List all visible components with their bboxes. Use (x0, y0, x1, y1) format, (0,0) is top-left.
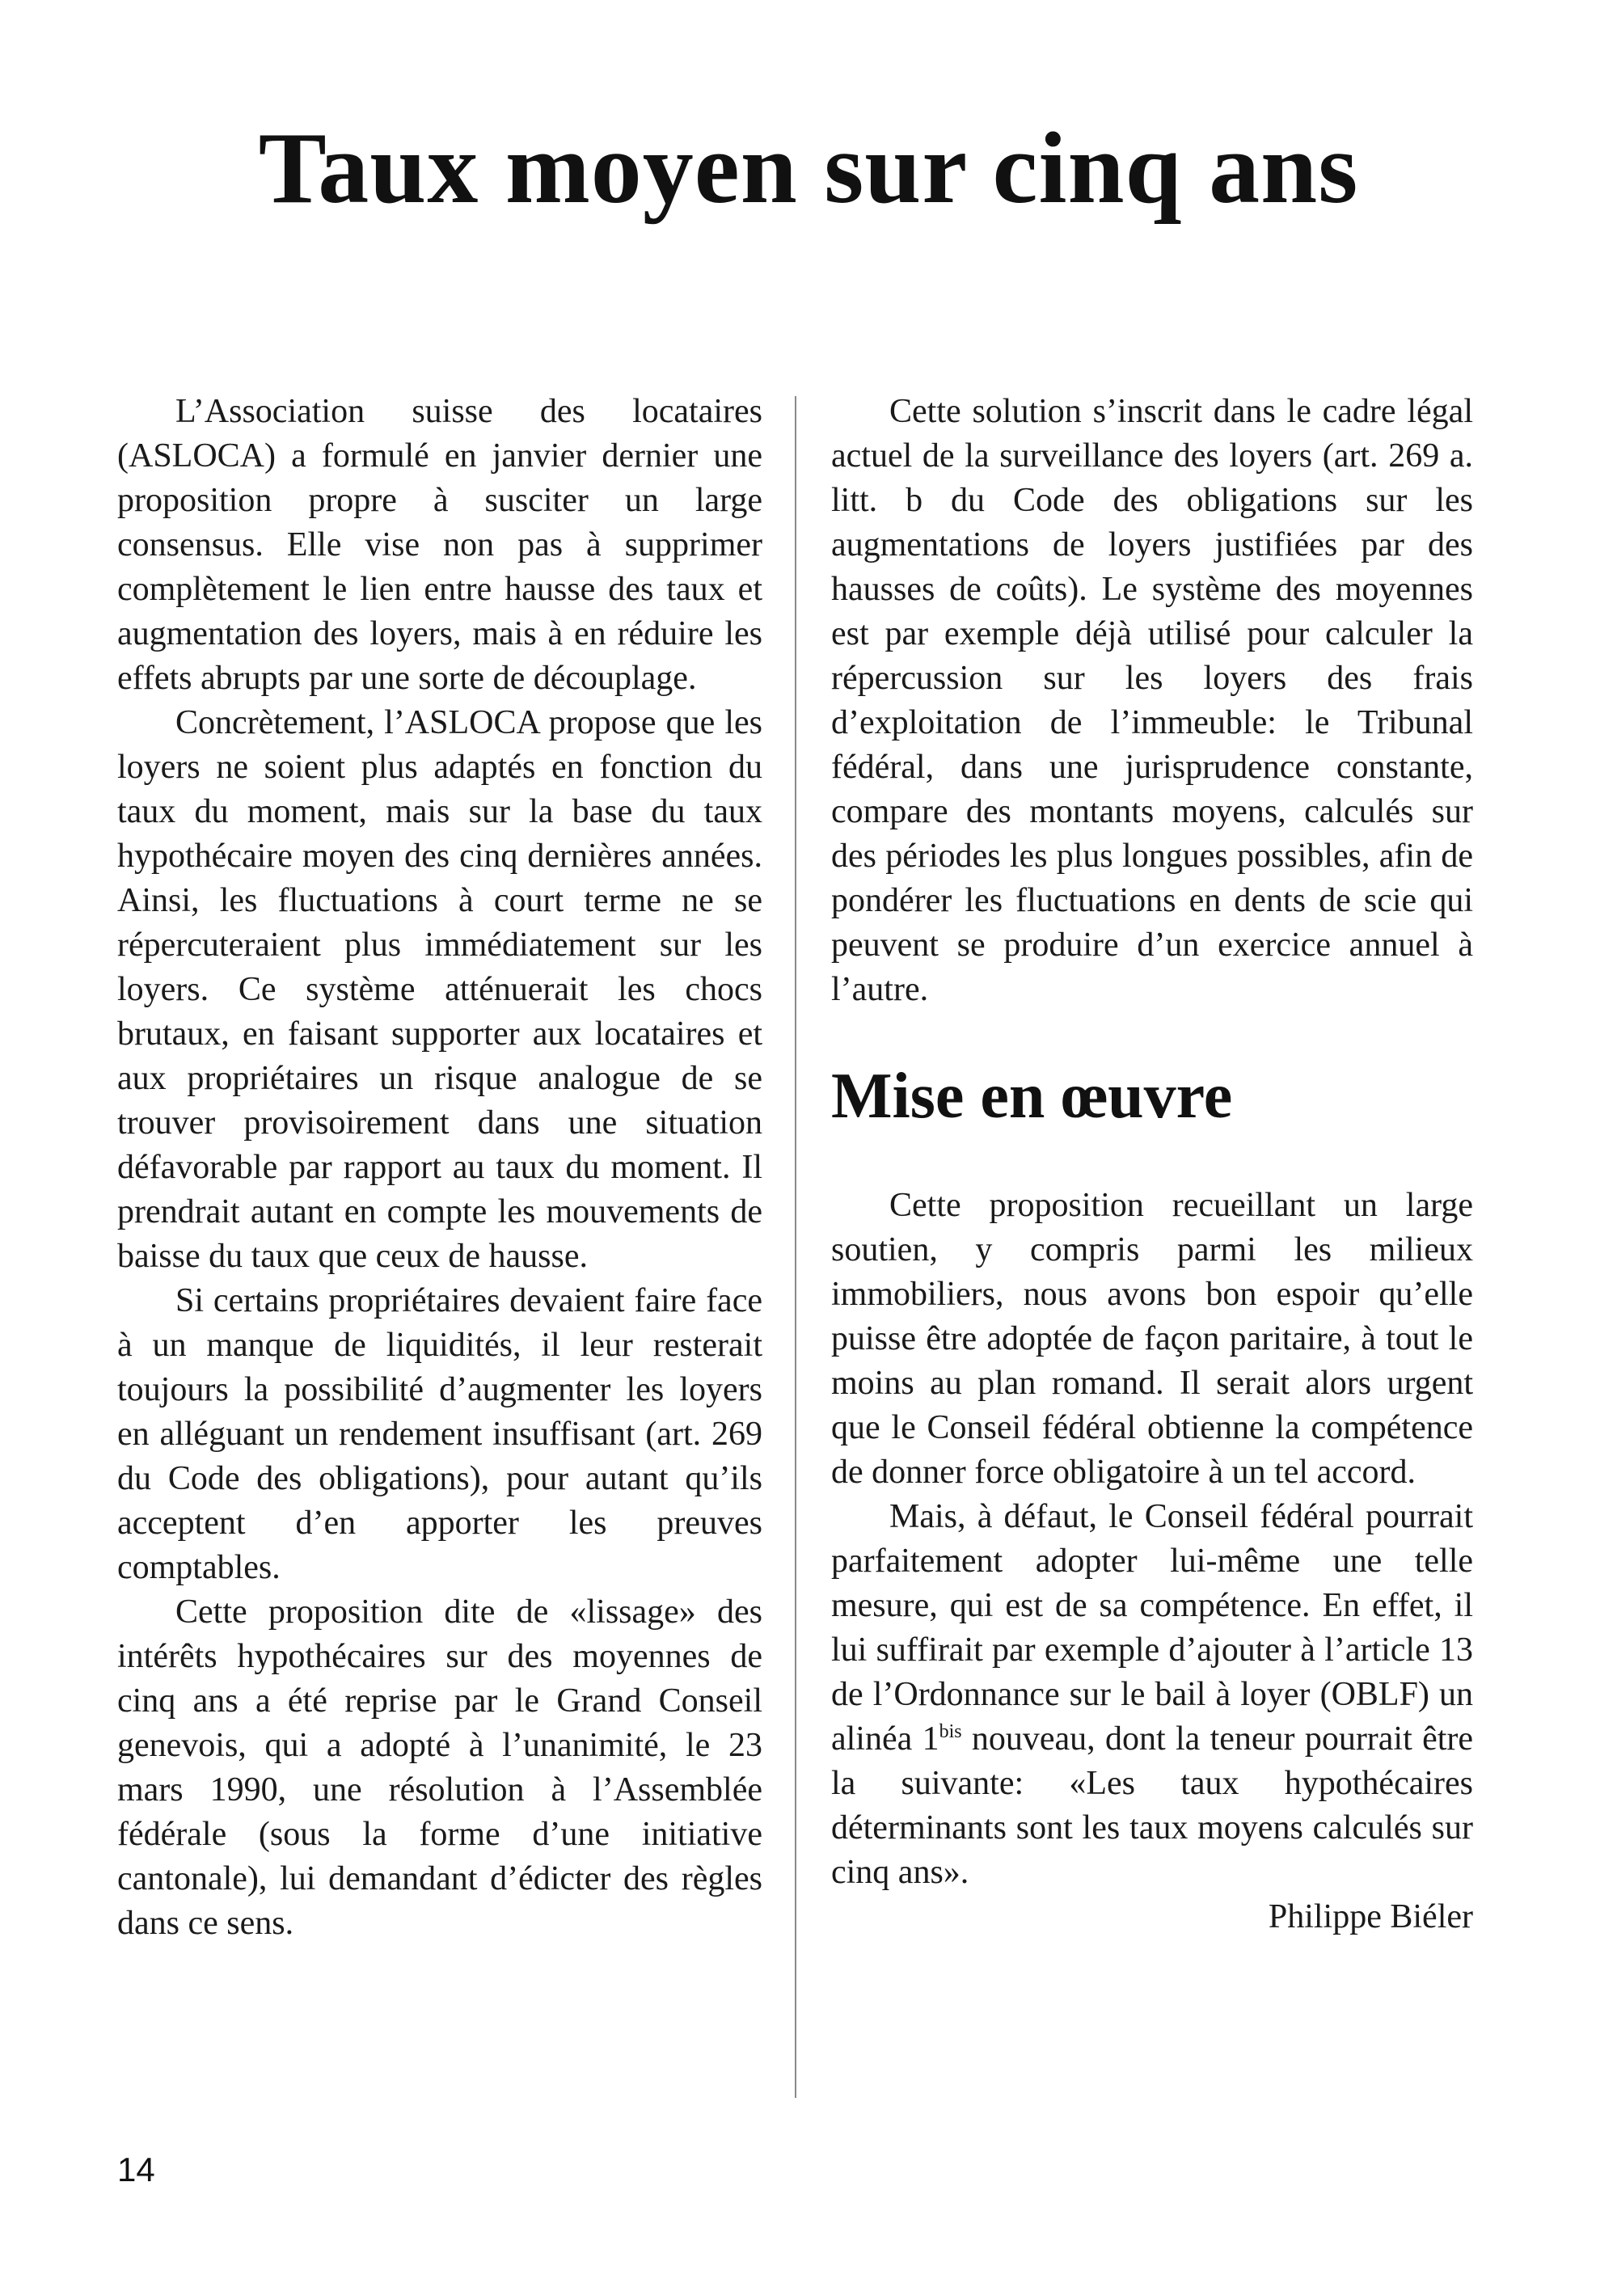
body-paragraph (831, 1495, 1473, 1895)
body-paragraph: Cette proposition dite de «lissage» des intérêts hypothécaires sur des moyennes de cinq ans a été reprise par le Grand Conseil genevois, qui a adopté à l’unanimité, le 23 mars 1990, une résolution à l’Assemblée fédérale (sous la forme d’une initiative cantonale), lui demandant d’édicter des règles dans ce sens. (117, 1593, 762, 1942)
right-column (831, 390, 1473, 1939)
body-paragraph: L’Association suisse des locataires (ASLOCA) a formulé en janvier dernier une proposition propre à susciter un large consensus. Elle vise non pas à supprimer complètement le lien entre hausse des taux et augmentation des loyers, mais à en réduire les effets abrupts par une sorte de découplage. (117, 393, 762, 697)
body-paragraph: Concrètement, l’ASLOCA propose que les loyers ne soient plus adaptés en fonction du taux du moment, mais sur la base du taux hypothécaire moyen des cinq dernières années. Ainsi, les fluctuations à court terme ne se répercuteraient plus immédiatement sur les loyers. Ce système atténuerait les chocs brutaux, en faisant supporter aux locataires et aux propriétaires un risque analogue de se trouver provisoirement dans une situation défavorable par rapport au taux du moment. Il prendrait autant en compte les mouvements de baisse du taux que ceux de hausse. (117, 704, 762, 1275)
author-signature: Philippe Biéler (1268, 1898, 1473, 1935)
left-column (117, 390, 762, 1946)
paragraph-text-after-sup: nouveau, dont la teneur pourrait être la suivante: «Les taux hypothécaires déterminants sont les taux moyens calculés sur cinq ans». (831, 1720, 1474, 1891)
paragraph-text-before-sup: Mais, à défaut, le Conseil fédéral pourrait parfaitement adopter lui-même une telle mesure, qui est de sa compétence. En effet, il lui suffirait par exemple d’ajouter à l’article 13 de l’Ordonnance sur le bail à loyer (OBLF) un alinéa 1 (831, 1498, 1473, 1758)
section-heading: Mise en œuvre (831, 1061, 1233, 1132)
page-number: 14 (117, 2150, 155, 2188)
article-title: Taux moyen sur cinq ans (258, 112, 1359, 225)
body-paragraph: Si certains propriétaires devaient faire face à un manque de liquidités, il leur resterait toujours la possibilité d’augmenter les loyers en alléguant un rendement insuffisant (art. 269 du Code des obligations), pour autant qu’ils acceptent d’en apporter les preuves comptables. (117, 1282, 762, 1586)
body-paragraph: Cette proposition recueillant un large soutien, y compris parmi les milieux immobiliers, nous avons bon espoir qu’elle puisse être adoptée de façon paritaire, à tout le moins au plan romand. Il serait alors urgent que le Conseil fédéral obtienne la compétence de donner force obligatoire à un tel accord. (831, 1187, 1473, 1491)
column-divider (795, 396, 796, 2098)
superscript-bis: bis (939, 1721, 962, 1742)
body-paragraph: Cette solution s’inscrit dans le cadre légal actuel de la surveillance des loyers (art. 269 a. litt. b du Code des obligations sur les augmentations de loyers justifiées par des hausses de coûts). Le système des moyennes est par exemple déjà utilisé pour calculer la répercussion sur les loyers des frais d’exploitation de l’immeuble: le Tribunal fédéral, dans une jurisprudence constante, compare des montants moyens, calculés sur des périodes les plus longues possibles, afin de pondérer les fluctuations en dents de scie qui peuvent se produire d’un exercice annuel à l’autre. (831, 393, 1473, 1008)
